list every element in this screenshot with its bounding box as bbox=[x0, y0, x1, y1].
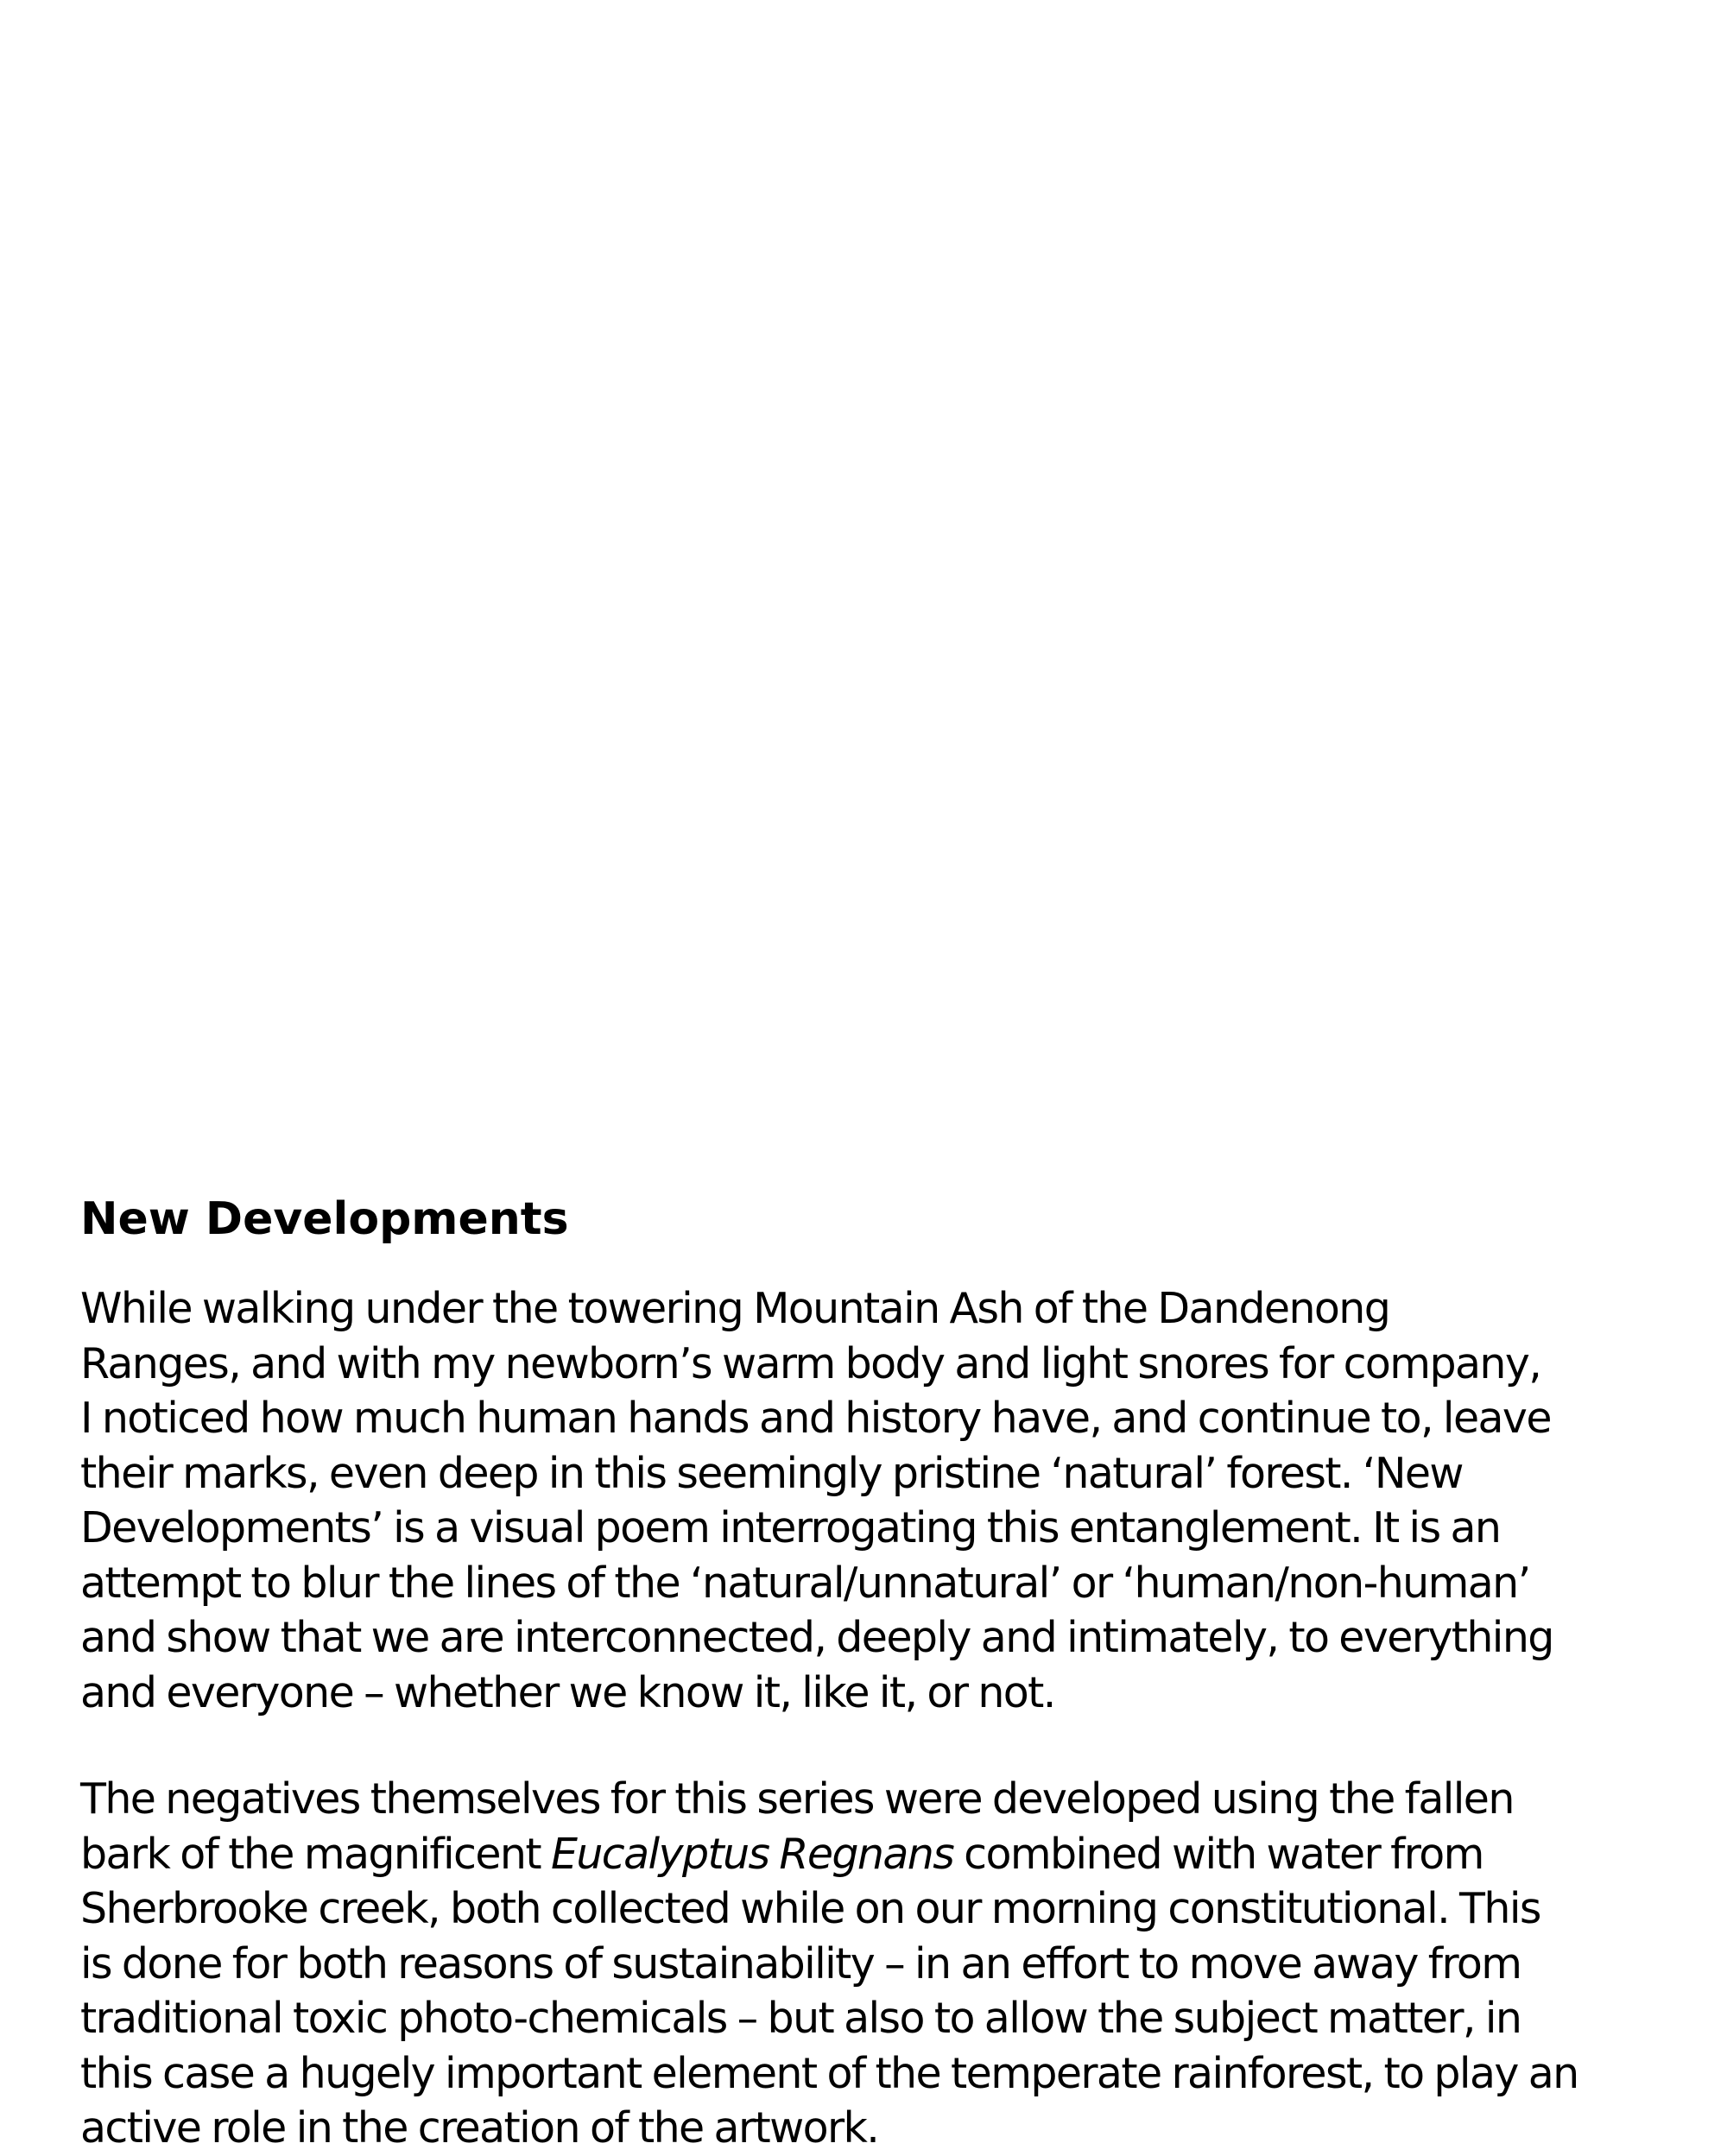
species-name: Eucalyptus Regnans bbox=[550, 1829, 954, 1879]
text-line: attempt to blur the lines of the ‘natural/unnatural’ or ‘human/non-human’ bbox=[80, 1558, 1530, 1608]
text-line bbox=[80, 1827, 1704, 1882]
text-line: The negatives themselves for this series were developed using the fallen bbox=[80, 1774, 1514, 1824]
text-line: I noticed how much human hands and history have, and continue to, leave bbox=[80, 1394, 1551, 1443]
text-line: Sherbrooke creek, both collected while on our morning constitutional. This bbox=[80, 1884, 1540, 1933]
text-line: and everyone – whether we know it, like it, or not. bbox=[80, 1667, 1055, 1717]
text-line: Developments’ is a visual poem interrogating this entanglement. It is an bbox=[80, 1503, 1501, 1552]
text-line: Ranges, and with my newborn’s warm body and light snores for company, bbox=[80, 1338, 1541, 1388]
text-line: active role in the creation of the artwork. bbox=[80, 2103, 879, 2153]
paragraph-intro bbox=[80, 1281, 1704, 1720]
text-line: is done for both reasons of sustainability – in an effort to move away from bbox=[80, 1938, 1521, 1988]
page-title: New Developments bbox=[80, 1193, 569, 1245]
text-line: this case a hugely important element of the temperate rainforest, to play an bbox=[80, 2048, 1578, 2098]
text-line: traditional toxic photo-chemicals – but also to allow the subject matter, in bbox=[80, 1994, 1521, 2043]
text-segment: bark of the magnificent bbox=[80, 1829, 551, 1879]
paragraph-process bbox=[80, 1772, 1704, 2156]
text-segment: combined with water from bbox=[953, 1829, 1483, 1879]
text-line: While walking under the towering Mountain Ash of the Dandenong bbox=[80, 1284, 1390, 1333]
artwork-statement bbox=[80, 1192, 1704, 2156]
text-line: their marks, even deep in this seemingly pristine ‘natural’ forest. ‘New bbox=[80, 1448, 1463, 1498]
text-line: and show that we are interconnected, deeply and intimately, to everything bbox=[80, 1613, 1553, 1662]
